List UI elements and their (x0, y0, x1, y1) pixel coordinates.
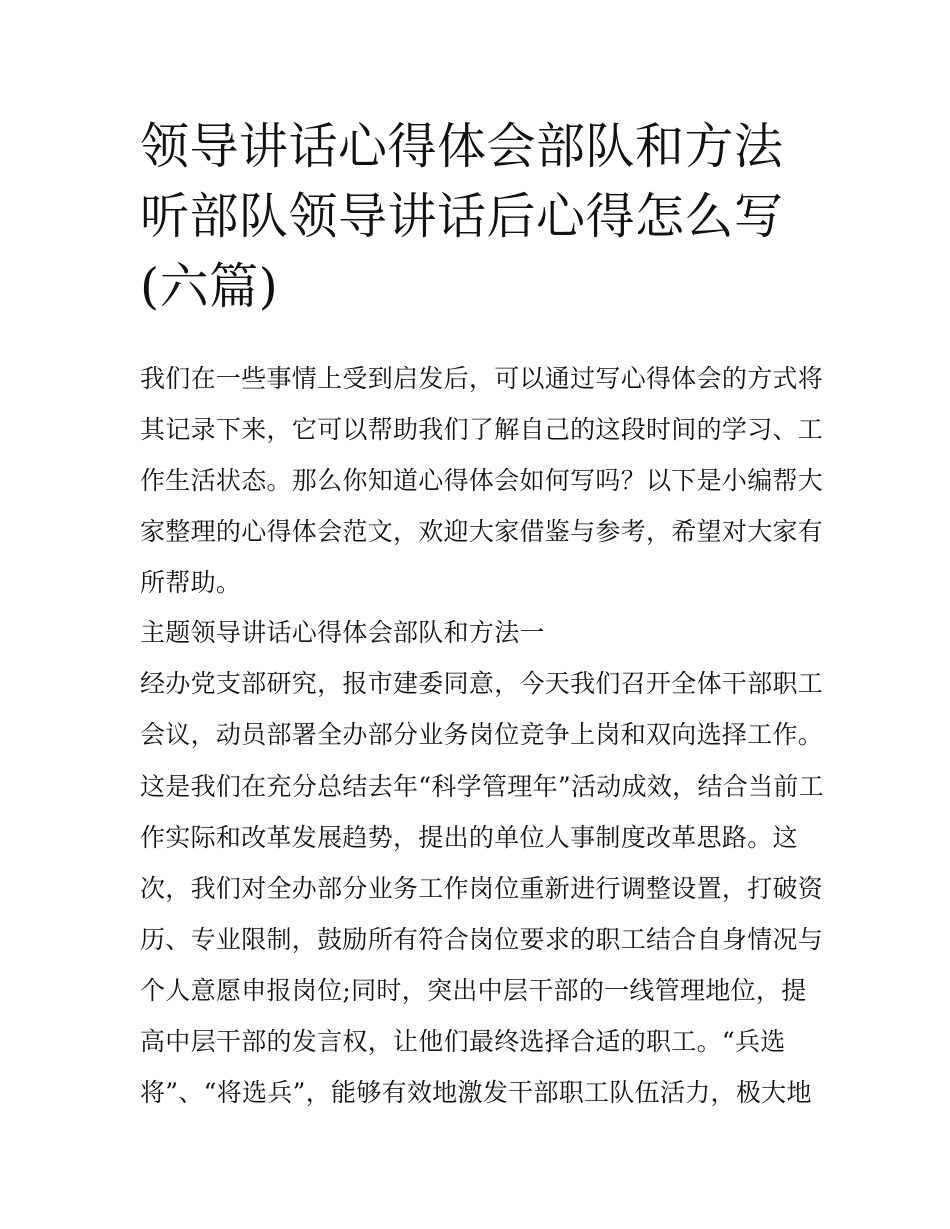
body-line: 会议，动员部署全办部分业务岗位竞争上岗和双向选择工作。 (140, 720, 824, 749)
intro-line: 家整理的心得体会范文，欢迎大家借鉴与参考，希望对大家有 (140, 517, 824, 546)
body-line: 高中层干部的发言权，让他们最终选择合适的职工。“兵选 (140, 1027, 786, 1056)
body-line: 个人意愿申报岗位;同时，突出中层干部的一线管理地位，提 (140, 976, 807, 1005)
section-heading: 主题领导讲话心得体会部队和方法一 (140, 618, 545, 647)
body-line: 历、专业限制，鼓励所有符合岗位要求的职工结合自身情况与 (140, 925, 824, 954)
title-line-3: (六篇) (140, 258, 279, 315)
document-title (140, 112, 820, 322)
body-line: 作实际和改革发展趋势，提出的单位人事制度改革思路。这 (140, 823, 798, 852)
body-line: 次，我们对全办部分业务工作岗位重新进行调整设置，打破资 (140, 874, 824, 903)
intro-line: 其记录下来，它可以帮助我们了解自己的这段时间的学习、工 (140, 415, 824, 444)
body-line: 将”、“将选兵”，能够有效地激发干部职工队伍活力，极大地 (140, 1078, 812, 1107)
intro-line: 所帮助。 (140, 568, 242, 597)
intro-line: 我们在一些事情上受到启发后，可以通过写心得体会的方式将 (140, 364, 824, 393)
title-line-2: 听部队领导讲话后心得怎么写 (140, 188, 784, 245)
body-line: 经办党支部研究，报市建委同意，今天我们召开全体干部职工 (140, 669, 824, 698)
body-line: 这是我们在充分总结去年“科学管理年”活动成效，结合当前工 (140, 772, 824, 801)
title-line-1: 领导讲话心得体会部队和方法 (140, 118, 784, 175)
intro-line: 作生活状态。那么你知道心得体会如何写吗？以下是小编帮大 (140, 466, 824, 495)
